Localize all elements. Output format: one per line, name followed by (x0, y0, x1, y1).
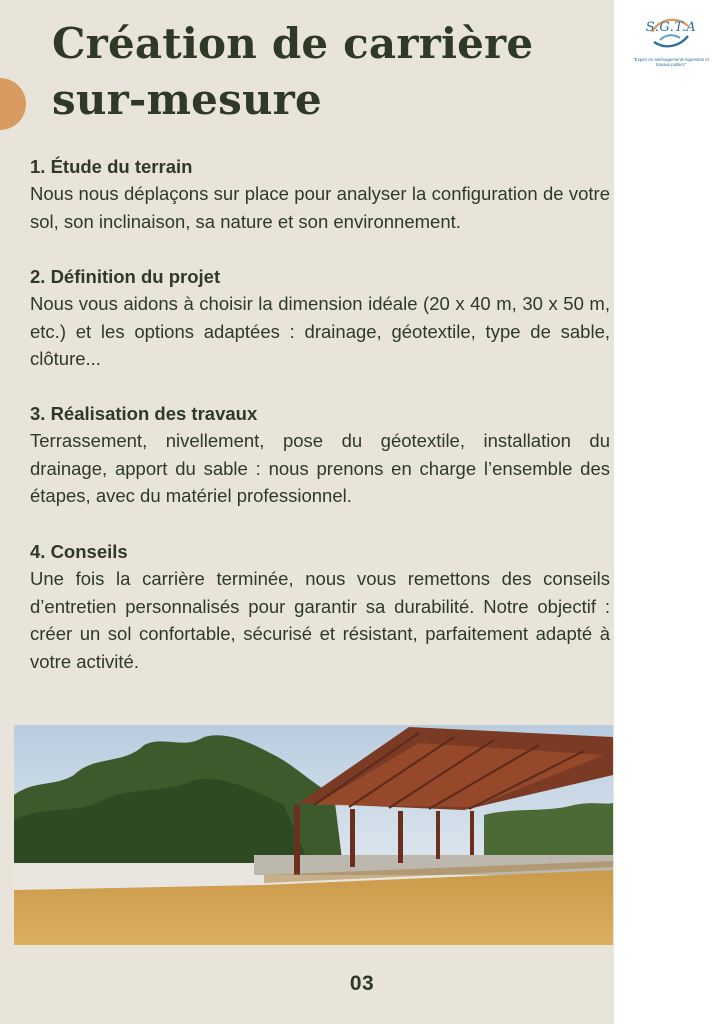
section-heading: 1. Étude du terrain (30, 156, 193, 177)
section-heading: 4. Conseils (30, 541, 128, 562)
company-logo (630, 12, 712, 72)
logo-name: S.G.T.A (645, 20, 697, 35)
logo-tagline: "Expert en aménagements équestres et travaux publics" (633, 57, 709, 68)
page-number: 03 (349, 972, 375, 995)
section-definition-projet (30, 263, 610, 373)
section-body: Terrassement, nivellement, pose du géotextile, installation du drainage, apport du sable : nous prenons en charge l’ensemble des étapes, avec du matériel professionnel. (30, 430, 610, 506)
section-heading: 2. Définition du projet (30, 266, 221, 287)
section-heading: 3. Réalisation des travaux (30, 403, 258, 424)
section-realisation-travaux (30, 400, 610, 510)
section-conseils (30, 538, 610, 675)
right-margin-strip (614, 0, 724, 1024)
arena-photo (14, 725, 613, 945)
page-title: Création de carrière sur-mesure (52, 19, 534, 124)
section-etude-terrain (30, 153, 610, 235)
section-body: Nous nous déplaçons sur place pour analyser la configuration de votre sol, son inclinaison, sa nature et son environnement. (30, 183, 610, 232)
section-body: Une fois la carrière terminée, nous vous remettons des conseils d’entretien personnalisés pour garantir sa durabilité. Notre objectif : créer un sol confortable, sécurisé et résistant, parfaitement adapté à votre activité. (30, 568, 610, 672)
section-body: Nous vous aidons à choisir la dimension idéale (20 x 40 m, 30 x 50 m, etc.) et les options adaptées : drainage, géotextile, type de sable, clôture... (30, 293, 610, 369)
